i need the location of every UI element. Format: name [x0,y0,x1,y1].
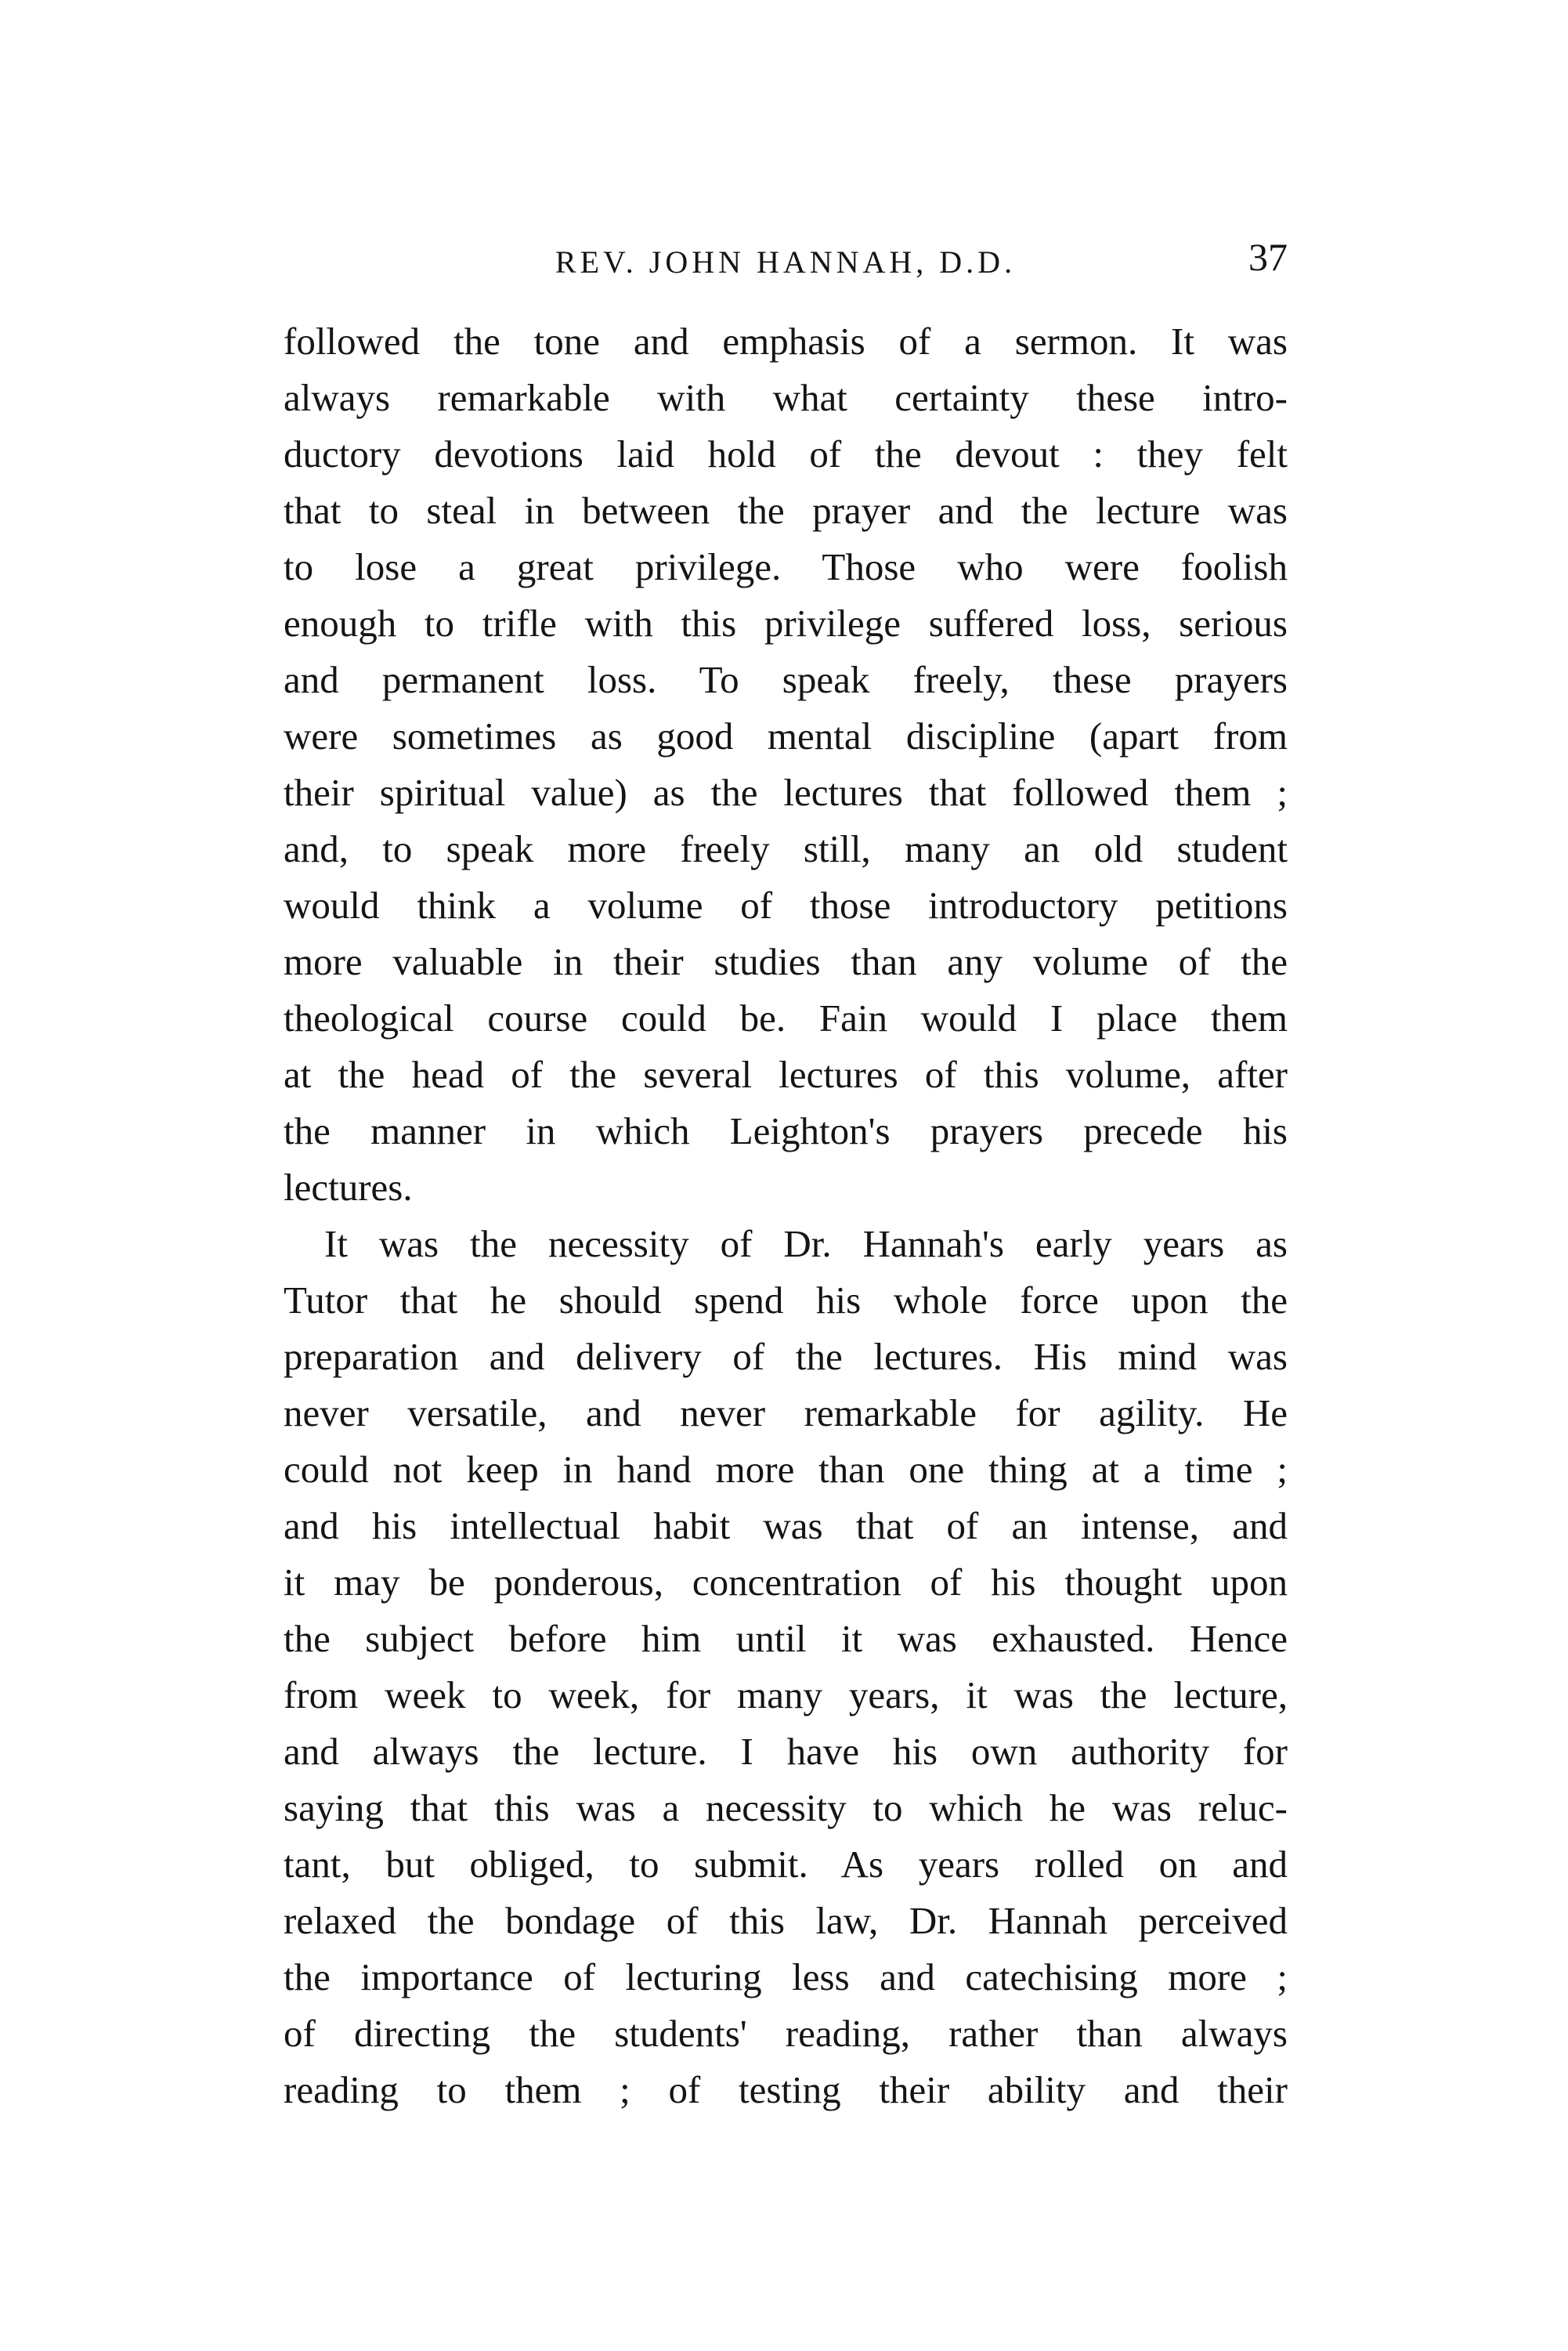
text-line: it may be ponderous, concentration of his thought upon [284,1561,1288,1604]
text-line: of directing the students' reading, rather than always [284,2012,1288,2055]
text-line: theological course could be. Fain would I place them [284,996,1288,1040]
text-line: always remarkable with what certainty these intro- [284,376,1288,419]
text-line: more valuable in their studies than any volume of the [284,940,1288,983]
text-line: the subject before him until it was exhausted. Hence [284,1617,1288,1660]
text-line: were sometimes as good mental discipline (apart from [284,714,1288,758]
text-line: to lose a great privilege. Those who were foolish [284,545,1288,588]
page-header [284,233,1288,288]
text-line: at the head of the several lectures of this volume, after [284,1053,1288,1096]
text-line: the manner in which Leighton's prayers precede his [284,1109,1288,1152]
text-line: preparation and delivery of the lectures. His mind was [284,1335,1288,1378]
body-text [284,313,1288,2118]
text-line: that to steal in between the prayer and the lecture was [284,489,1288,532]
text-line: and, to speak more freely still, many an old student [284,827,1288,870]
text-line: and always the lecture. I have his own authority for [284,1730,1288,1773]
text-line: their spiritual value) as the lectures that followed them ; [284,771,1288,814]
text-line: could not keep in hand more than one thing at a time ; [284,1448,1288,1491]
running-head: REV. JOHN HANNAH, D.D. [555,244,1017,280]
text-line: tant, but obliged, to submit. As years rolled on and [284,1843,1288,1886]
text-line: enough to trifle with this privilege suffered loss, serious [284,602,1288,645]
text-line: saying that this was a necessity to which he was reluc- [284,1786,1288,1829]
text-line: and permanent loss. To speak freely, these prayers [284,658,1288,701]
text-line: relaxed the bondage of this law, Dr. Hannah perceived [284,1899,1288,1942]
text-line: Tutor that he should spend his whole force upon the [284,1279,1288,1322]
text-line: from week to week, for many years, it was the lecture, [284,1673,1288,1716]
text-line: would think a volume of those introductory petitions [284,884,1288,927]
paragraph-start-line: It was the necessity of Dr. Hannah's early years as [324,1222,1288,1265]
page-number: 37 [1248,235,1288,279]
text-line: ductory devotions laid hold of the devout : they felt [284,432,1288,476]
text-line: never versatile, and never remarkable for agility. He [284,1391,1288,1434]
paragraph-end-line: lectures. [284,1166,413,1209]
text-line: and his intellectual habit was that of an intense, and [284,1504,1288,1547]
text-line: reading to them ; of testing their ability and their [284,2068,1288,2111]
text-line: the importance of lecturing less and catechising more ; [284,1955,1288,1998]
text-line: followed the tone and emphasis of a sermon. It was [284,320,1288,363]
